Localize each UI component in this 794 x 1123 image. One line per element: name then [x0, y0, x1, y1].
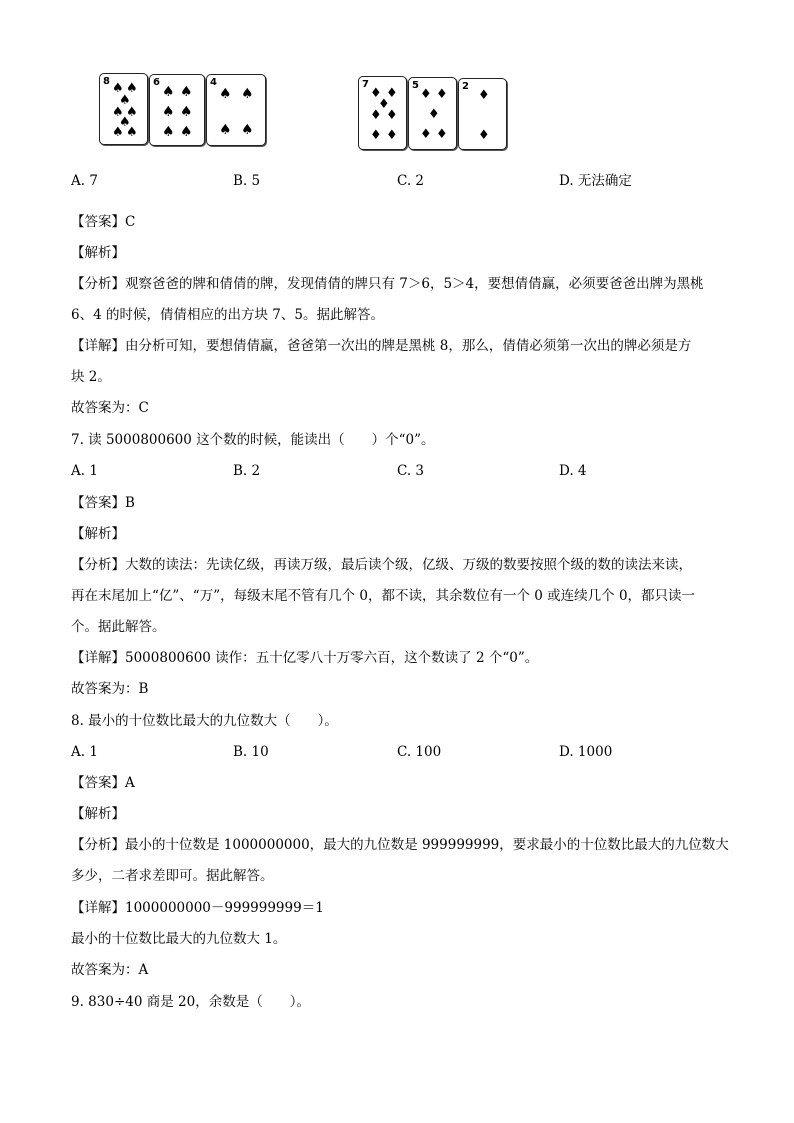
- q8-fenxi-line-2: 多少，二者求差即可。据此解答。: [71, 868, 274, 884]
- card-diamond-5: [408, 77, 457, 150]
- spade-icon: ♠: [241, 86, 254, 102]
- spade-icon: ♠: [162, 104, 175, 120]
- card-spade-8: [99, 73, 148, 145]
- q6-fenxi-line-2: 6、4 的时候，倩倩相应的出方块 7、5。据此解答。: [71, 307, 384, 323]
- spade-icon: ♠: [126, 125, 138, 140]
- spade-icon: ♠: [219, 86, 232, 102]
- q7-fenxi-line-2: 再在末尾加上“亿”、“万”，每级末尾不管有几个 0，都不读，其余数位有一个 0 或连续几个 0，都只读一: [71, 588, 696, 604]
- q7-fenxi-line-1: 【分析】大数的读法：先读亿级，再读万级，最后读个级，亿级、万级的数要按照个级的数的读法来读，: [71, 557, 692, 573]
- q6-fenxi-line-1: 【分析】观察爸爸的牌和倩倩的牌，发现倩倩的牌只有 7＞6，5＞4，要想倩倩赢，必须要爸爸出牌为黑桃: [71, 276, 704, 292]
- diamond-cards: [358, 76, 508, 152]
- q7-option-a: A. 1: [71, 463, 98, 479]
- diamond-icon: ♦: [378, 97, 390, 112]
- q6-option-c: C. 2: [397, 173, 425, 189]
- q8-xiangjie-line-1: 【详解】1000000000－999999999＝1: [71, 900, 324, 916]
- card-diamond-2: [458, 78, 507, 150]
- spade-icon: ♠: [162, 124, 175, 140]
- q8-fenxi-line-1: 【分析】最小的十位数是 1000000000，最大的九位数是 999999999，要求最小的十位数比最大的九位数大: [71, 837, 729, 853]
- card-rank: 2: [462, 81, 469, 92]
- diamond-icon: ♦: [436, 127, 448, 142]
- q8-option-b: B. 10: [233, 744, 269, 760]
- diamond-icon: ♦: [436, 87, 448, 102]
- q7-answer: 【答案】B: [71, 495, 135, 511]
- q7-xiangjie: 【详解】5000800600 读作：五十亿零八十万零六百，这个数读了 2 个“0”。: [71, 650, 539, 666]
- q6-answer: 【答案】C: [71, 214, 136, 230]
- spade-icon: ♠: [119, 115, 131, 130]
- card-rank: 7: [362, 79, 369, 90]
- diamond-icon: ♦: [420, 87, 432, 102]
- q7-analysis-heading: 【解析】: [71, 526, 125, 542]
- q7-question: 7. 读 5000800600 这个数的时候，能读出（ ）个“0”。: [71, 432, 435, 448]
- q8-question: 8. 最小的十位数比最大的九位数大（ ）。: [71, 713, 338, 729]
- q8-option-a: A. 1: [71, 744, 98, 760]
- q6-option-d: D. 无法确定: [559, 173, 632, 189]
- card-rank: 4: [210, 77, 217, 88]
- card-rank: 6: [153, 77, 160, 88]
- q7-option-d: D. 4: [559, 463, 587, 479]
- diamond-icon: ♦: [386, 86, 398, 101]
- q7-conclusion: 故答案为：B: [71, 681, 149, 697]
- q8-answer: 【答案】A: [71, 775, 135, 791]
- diamond-icon: ♦: [420, 127, 432, 142]
- q6-conclusion: 故答案为：C: [71, 400, 149, 416]
- q7-option-b: B. 2: [233, 463, 261, 479]
- diamond-icon: ♦: [370, 108, 382, 123]
- diamond-icon: ♦: [478, 88, 490, 103]
- diamond-icon: ♦: [370, 128, 382, 143]
- q7-option-c: C. 3: [397, 463, 425, 479]
- diamond-icon: ♦: [386, 128, 398, 143]
- diamond-icon: ♦: [386, 108, 398, 123]
- spade-icon: ♠: [126, 81, 138, 96]
- card-rank: 5: [412, 80, 419, 91]
- spade-icon: ♠: [219, 122, 232, 138]
- spade-icon: ♠: [162, 84, 175, 100]
- q7-fenxi-line-3: 个。据此解答。: [71, 619, 166, 635]
- q6-option-a: A. 7: [71, 173, 98, 189]
- spade-icon: ♠: [112, 105, 124, 120]
- spade-icon: ♠: [112, 125, 124, 140]
- spade-icon: ♠: [119, 93, 131, 108]
- diamond-icon: ♦: [478, 128, 490, 143]
- spade-icon: ♠: [241, 122, 254, 138]
- q8-analysis-heading: 【解析】: [71, 806, 125, 822]
- spade-icon: ♠: [180, 104, 193, 120]
- q6-xiangjie-line-2: 块 2。: [71, 369, 111, 385]
- q6-option-b: B. 5: [233, 173, 261, 189]
- spade-cards: [99, 71, 269, 147]
- spade-icon: ♠: [126, 105, 138, 120]
- spade-icon: ♠: [112, 81, 124, 96]
- q6-xiangjie-line-1: 【详解】由分析可知，要想倩倩赢，爸爸第一次出的牌是黑桃 8，那么，倩倩必须第一次出的牌必须是方: [71, 338, 692, 354]
- card-spade-4: [206, 74, 266, 146]
- q6-analysis-heading: 【解析】: [71, 245, 125, 261]
- q8-option-c: C. 100: [397, 744, 442, 760]
- spade-icon: ♠: [180, 84, 193, 100]
- card-rank: 8: [103, 76, 110, 87]
- card-diamond-7: [358, 76, 407, 150]
- card-spade-6: [149, 74, 205, 146]
- spade-icon: ♠: [180, 124, 193, 140]
- q8-xiangjie-line-2: 最小的十位数比最大的九位数大 1。: [71, 931, 287, 947]
- diamond-icon: ♦: [428, 107, 440, 122]
- q8-option-d: D. 1000: [559, 744, 613, 760]
- q8-conclusion: 故答案为：A: [71, 962, 149, 978]
- q9-question: 9. 830÷40 商是 20，余数是（ ）。: [71, 994, 310, 1010]
- diamond-icon: ♦: [370, 86, 382, 101]
